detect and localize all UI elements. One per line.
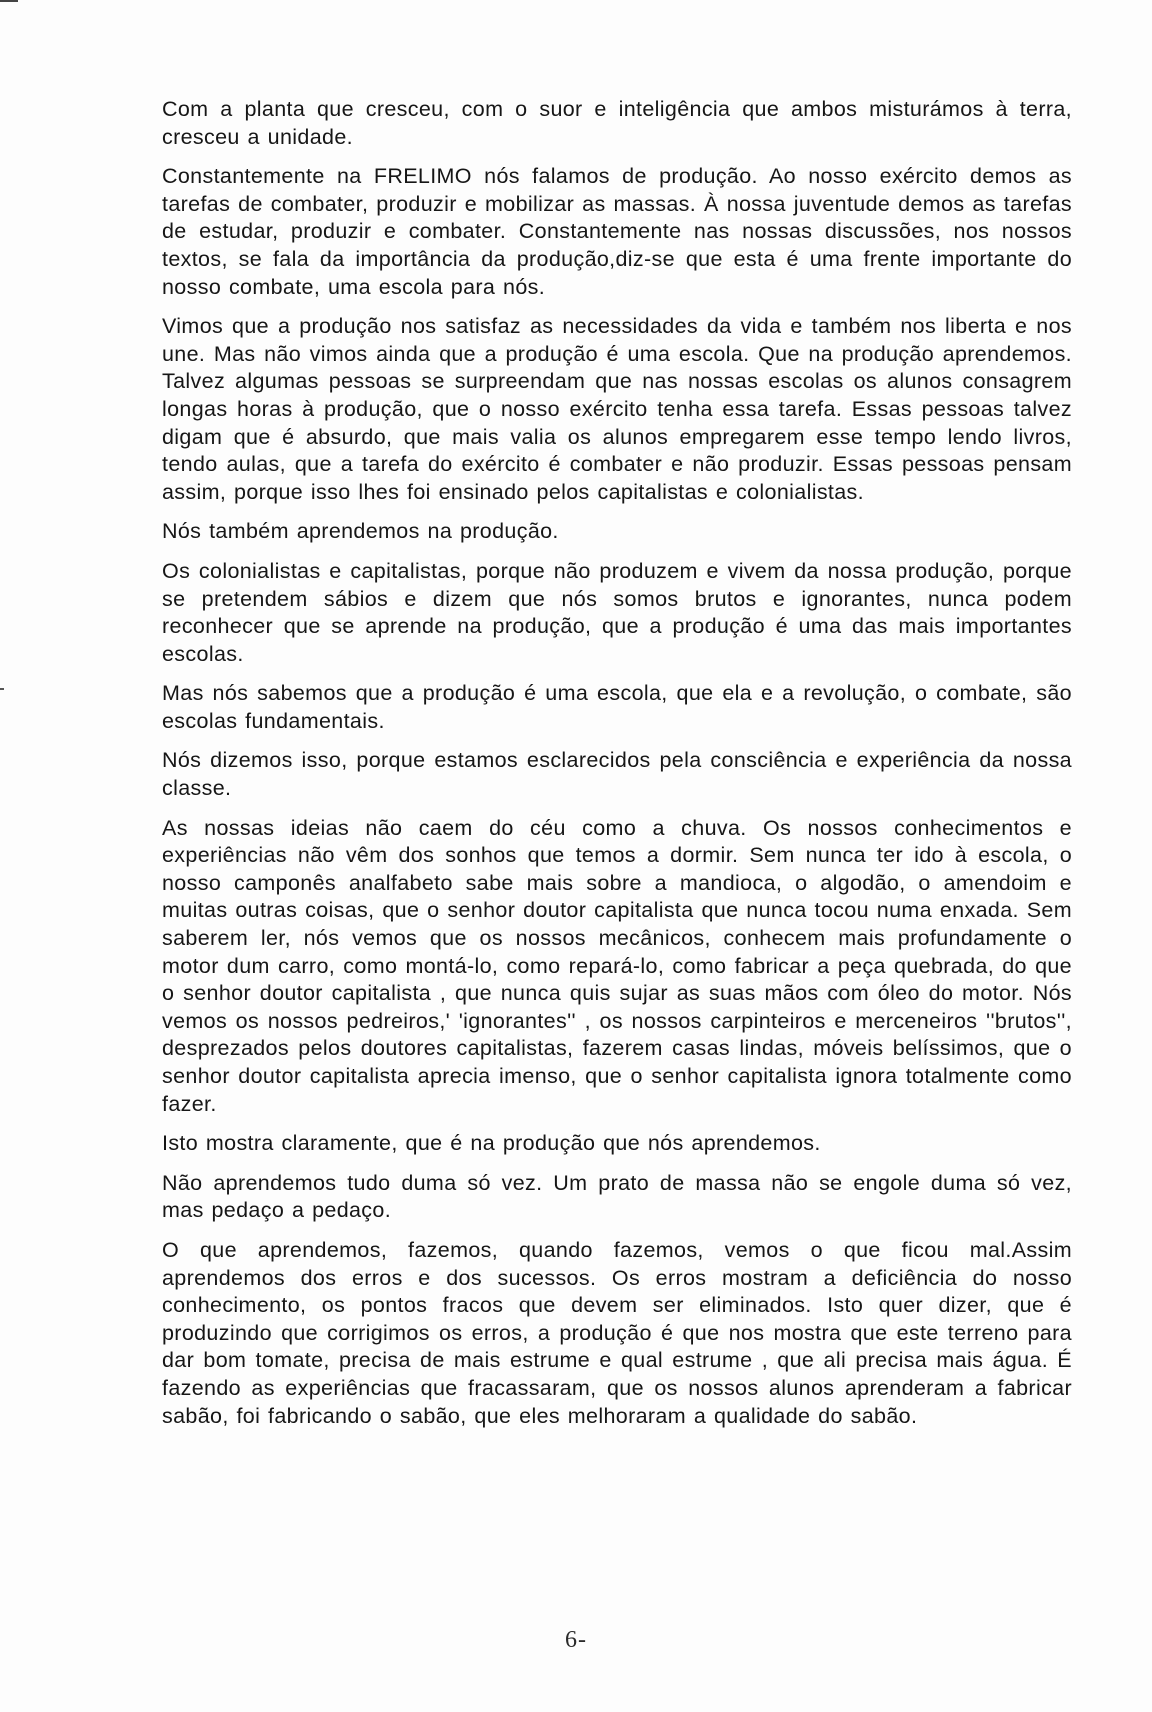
paragraph-1: Com a planta que cresceu, com o suor e inteligência que ambos misturámos à terra, cresceu a unidade. xyxy=(162,97,1072,149)
paragraph-8: As nossas ideias não caem do céu como a chuva. Os nossos conhecimentos e experiências não vêm dos sonhos que temos a dormir. Sem nunca ter ido à escola, o nosso camponês analfabeto sabe mais sobre a mandioca, o algodão, o amendoim e muitas outras coisas, que o senhor doutor capitalista que nunca tocou numa enxada. Sem saberem ler, nós vemos que os nossos mecânicos, conhecem mais profundamente o motor dum carro, como montá-lo, como repará-lo, como fabricar a peça quebrada, do que o senhor doutor capitalista , que nunca quis sujar as suas mãos com óleo do motor. Nós vemos os nossos pedreiros,' 'ignorantes'' , os nossos carpinteiros e merceneiros ''brutos'', desprezados pelos doutores capitalistas, fazerem casas lindas, móveis belíssimos, que o senhor doutor capitalista aprecia imenso, que o senhor capitalista ignora totalmente como fazer. xyxy=(162,815,1072,1116)
scan-margin-speck xyxy=(0,688,4,690)
paragraph-5: Os colonialistas e capitalistas, porque não produzem e vivem da nossa produção, porque se pretendem sábios e dizem que nós somos brutos e ignorantes, nunca podem reconhecer que se aprende na produção, que a produção é uma das mais importantes escolas. xyxy=(162,558,1072,666)
paragraph-4: Nós também aprendemos na produção. xyxy=(162,519,559,544)
paragraph-9: Isto mostra claramente, que é na produção que nós aprendemos. xyxy=(162,1131,821,1156)
paragraph-10: Não aprendemos tudo duma só vez. Um prato de massa não se engole duma só vez, mas pedaço a pedaço. xyxy=(162,1170,1072,1223)
paragraph-6: Mas nós sabemos que a produção é uma escola, que ela e a revolução, o combate, são escolas fundamentais. xyxy=(162,681,1072,733)
scan-corner-mark xyxy=(0,0,18,6)
body-text xyxy=(162,96,1072,1442)
paragraph-3: Vimos que a produção nos satisfaz as necessidades da vida e também nos liberta e nos une. Mas não vimos ainda que a produção é uma escola. Que na produção aprendemos. Talvez algumas pessoas se surpreendam que nas nossas escolas os alunos consagrem longas horas à produção, que o nosso exército tenha essa tarefa. Essas pessoas talvez digam que é absurdo, que mais valia os alunos empregarem esse tempo lendo livros, tendo aulas, que a tarefa do exército é combater e não produzir. Essas pessoas pensam assim, porque isso lhes foi ensinado pelos capitalistas e colonialistas. xyxy=(162,314,1072,504)
paragraph-11: O que aprendemos, fazemos, quando fazemos, vemos o que ficou mal.Assim aprendemos dos erros e dos sucessos. Os erros mostram a deficiência do nosso conhecimento, os pontos fracos que devem ser eliminados. Isto quer dizer, que é produzindo que corrigimos os erros, a produção é que nos mostra que este terreno para dar bom tomate, precisa de mais estrume e qual estrume , que ali precisa mais água. É fazendo as experiências que fracassaram, que os nossos alunos aprenderam a fabricar sabão, foi fabricando o sabão, que eles melhoraram a qualidade do sabão. xyxy=(162,1237,1072,1428)
page-number: 6- xyxy=(565,1627,587,1653)
paragraph-2: Constantemente na FRELIMO nós falamos de produção. Ao nosso exército demos as tarefas de combater, produzir e mobilizar as massas. À nossa juventude demos as tarefas de estudar, produzir e combater. Constantemente nas nossas discussões, nos nossos textos, se fala da importância da produção,diz-se que esta é uma frente importante do nosso combate, uma escola para nós. xyxy=(162,164,1072,299)
paragraph-7: Nós dizemos isso, porque estamos esclarecidos pela consciência e experiência da nossa classe. xyxy=(162,748,1072,801)
